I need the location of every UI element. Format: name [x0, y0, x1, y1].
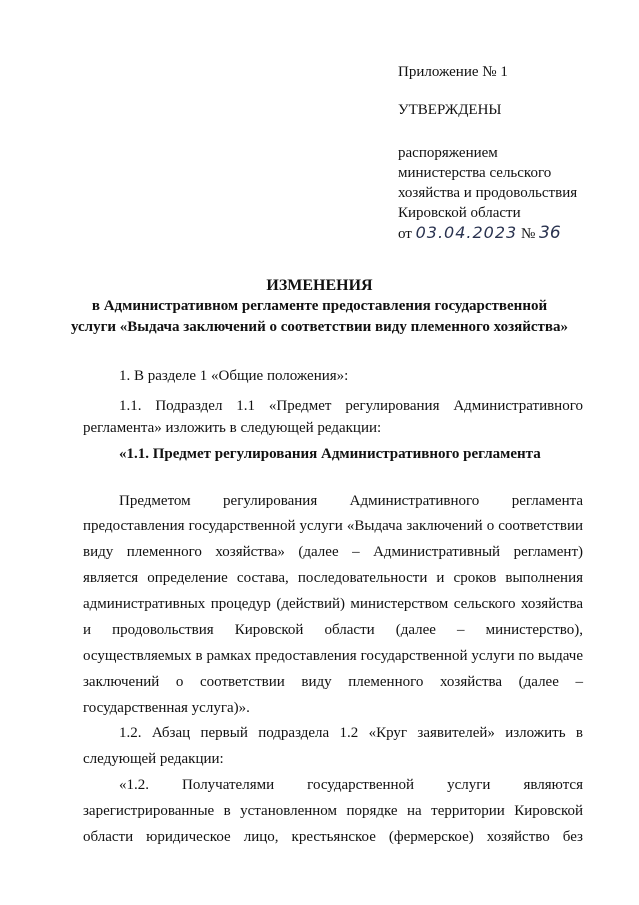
paragraph-3-line: осуществляемых в рамках предоставления государственной услуги по выдаче	[83, 648, 583, 664]
paragraph-3-line: заключений о соответствии виду племенного хозяйства (далее –	[83, 674, 583, 690]
handwritten-date: 03.04.2023	[415, 223, 518, 242]
appendix-label: Приложение № 1	[398, 64, 508, 80]
approved-label: УТВЕРЖДЕНЫ	[398, 102, 502, 118]
paragraph-4-line: 1.2. Абзац первый подраздела 1.2 «Круг заявителей» изложить в	[119, 725, 583, 741]
paragraph-3-line: предоставления государственной услуги «Выдача заключений о соответствии	[83, 518, 583, 534]
paragraph-5-line: области юридическое лицо, крестьянское (фермерское) хозяйство без	[83, 829, 583, 845]
approved-by-line: Кировской области	[398, 205, 521, 221]
paragraph-4-line: следующей редакции:	[83, 751, 224, 767]
paragraph-3-line: является определение состава, последовательности и сроков выполнения	[83, 570, 583, 586]
paragraph-1: 1. В разделе 1 «Общие положения»:	[119, 368, 349, 384]
document-subtitle-line: услуги «Выдача заключений о соответствии виду племенного хозяйства»	[70, 319, 569, 335]
paragraph-3-line: административных процедур (действий) министерством сельского хозяйства	[83, 596, 583, 612]
paragraph-3-line: виду племенного хозяйства» (далее – Административный регламент)	[83, 544, 583, 560]
approved-by-line: распоряжением	[398, 145, 498, 161]
paragraph-5-line: зарегистрированные в установленном порядке на территории Кировской	[83, 803, 583, 819]
approved-by-line: министерства сельского	[398, 165, 552, 181]
paragraph-2-line: регламента» изложить в следующей редакции:	[83, 420, 382, 436]
subsection-heading: «1.1. Предмет регулирования Административного регламента	[119, 446, 541, 462]
date-prefix: от	[398, 226, 412, 242]
paragraph-2-line: 1.1. Подраздел 1.1 «Предмет регулирования Административного	[119, 398, 583, 414]
document-subtitle-line: в Административном регламенте предоставления государственной	[91, 298, 548, 314]
document-title: ИЗМЕНЕНИЯ	[266, 277, 373, 294]
paragraph-3-line: и продовольствия Кировской области (далее – министерство),	[83, 622, 583, 638]
approved-by-line: хозяйства и продовольствия	[398, 185, 578, 201]
paragraph-5-line: «1.2. Получателями государственной услуги являются	[119, 777, 583, 793]
date-line	[398, 223, 561, 244]
handwritten-number: 36	[539, 223, 561, 243]
number-label: №	[520, 226, 536, 242]
paragraph-3-line: государственная услуга)».	[83, 700, 250, 716]
paragraph-3-line: Предметом регулирования Административного регламента	[119, 493, 583, 509]
